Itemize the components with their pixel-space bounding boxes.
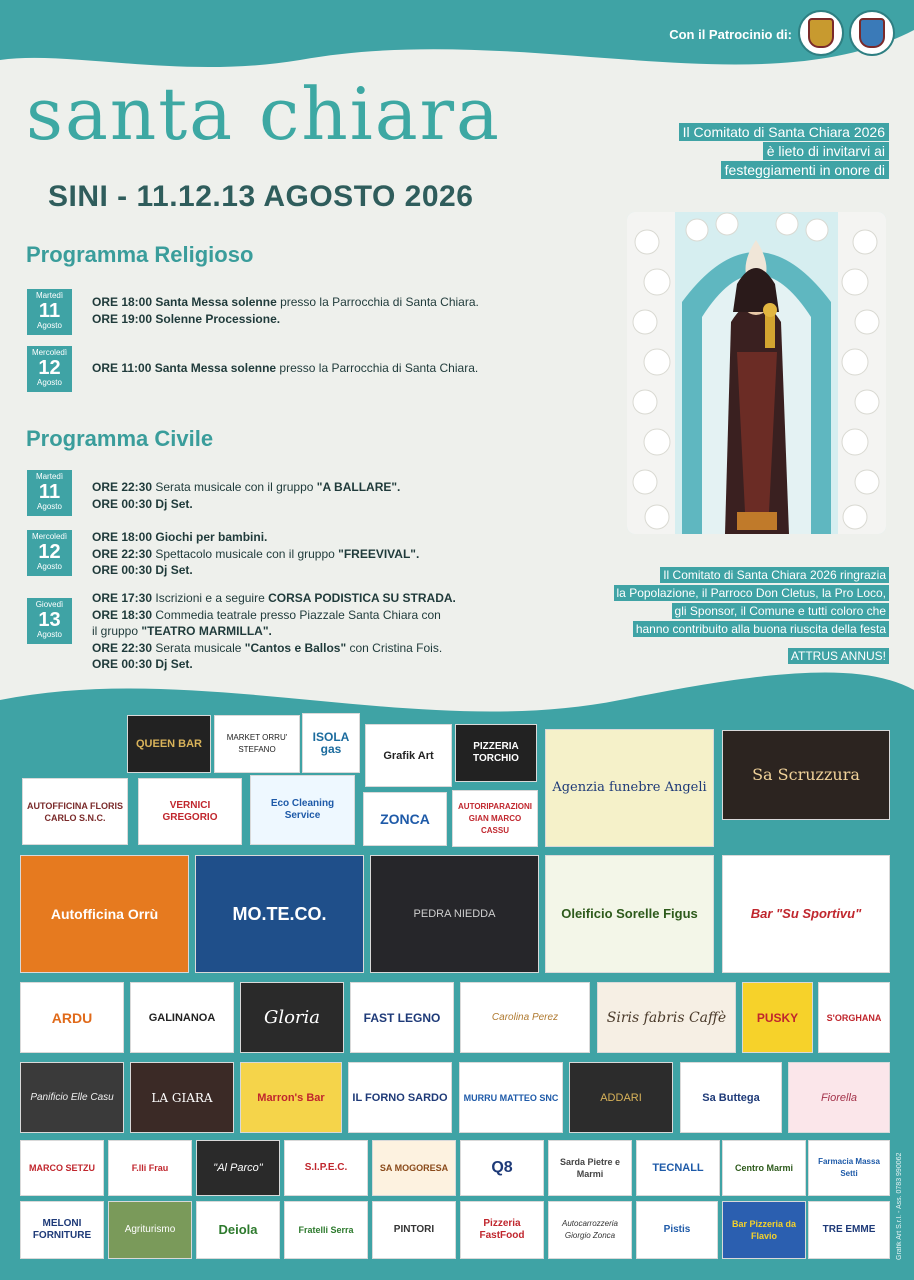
event-line: ORE 22:30 Spettacolo musicale con il gruppo "FREEVIVAL".: [92, 546, 420, 561]
sponsor-ad: Sarda Pietre e Marmi: [548, 1140, 632, 1196]
comune-seal-icon: [798, 10, 844, 56]
sponsor-ad: LA GIARA: [130, 1062, 234, 1133]
sponsor-ad: IL FORNO SARDO: [348, 1062, 452, 1133]
event-line: ORE 00:30 Dj Set.: [92, 657, 193, 671]
event-list: [92, 360, 478, 377]
patronage-label: Con il Patrocinio di:: [669, 27, 792, 42]
thanks-line: gli Sponsor, il Comune e tutti coloro che: [672, 603, 889, 619]
sponsor-ad: S'ORGHANA: [818, 982, 890, 1053]
sponsor-ad: Sa Scruzzura: [722, 730, 890, 820]
sponsor-ad: Agenzia funebre Angeli: [545, 729, 714, 847]
sponsor-ad: PINTORI: [372, 1201, 456, 1259]
sponsor-ad: Carolina Perez: [460, 982, 590, 1053]
date-month: Agosto: [37, 562, 62, 571]
sponsor-ad: Grafik Art: [365, 724, 452, 787]
sponsor-ad: Deiola: [196, 1201, 280, 1259]
date-day: 11: [38, 481, 61, 503]
event-list: [92, 479, 400, 512]
event-line: ORE 18:00 Giochi per bambini.: [92, 530, 268, 544]
event-list: [92, 294, 479, 327]
sponsor-ad: MO.TE.CO.: [195, 855, 364, 973]
sponsor-ad: "Al Parco": [196, 1140, 280, 1196]
sponsor-ad: S.I.P.E.C.: [284, 1140, 368, 1196]
event-line: ORE 22:30 Serata musicale "Cantos e Ballos" con Cristina Fois.: [92, 640, 443, 655]
sponsor-ad: Q8: [460, 1140, 544, 1196]
sponsor-ad: Autofficina Orrù: [20, 855, 189, 973]
sponsor-ad: ISOLA gas: [302, 713, 360, 773]
religious-program-heading: Programma Religioso: [26, 242, 254, 267]
sponsor-ad: Bar Pizzeria da Flavio: [722, 1201, 806, 1259]
sponsor-ad: Agriturismo: [108, 1201, 192, 1259]
event-list: [92, 529, 419, 579]
sponsor-ad: MURRU MATTEO SNC: [459, 1062, 563, 1133]
sponsor-ad: PIZZERIA TORCHIO: [455, 724, 537, 782]
sponsor-ad: ARDU: [20, 982, 124, 1053]
date-month: Agosto: [37, 321, 62, 330]
sponsor-ad: QUEEN BAR: [127, 715, 211, 773]
sponsor-ad: FAST LEGNO: [350, 982, 454, 1053]
event-line: il gruppo "TEATRO MARMILLA".: [92, 624, 272, 638]
intro-line: festeggiamenti in onore di: [721, 161, 889, 179]
sponsor-ad: GALINANOA: [130, 982, 234, 1053]
sponsor-ad: Panificio Elle Casu: [20, 1062, 124, 1133]
event-line: ORE 18:30 Commedia teatrale presso Piazzale Santa Chiara con: [92, 607, 441, 622]
sponsor-ad: PUSKY: [742, 982, 813, 1053]
date-weekday: Mercoledì: [31, 532, 68, 541]
thanks-text: [569, 566, 889, 665]
event-line: ORE 00:30 Dj Set.: [92, 496, 193, 511]
event-list: [92, 590, 456, 673]
printer-credit: Grafik Art S.r.l. - Ass. 0783 990062: [896, 1152, 903, 1260]
sponsor-ad: Sa Buttega: [680, 1062, 782, 1133]
sponsor-ad: PEDRA NIEDDA: [370, 855, 539, 973]
event-line: ORE 22:30 Serata musicale con il gruppo "A BALLARE".: [92, 480, 401, 494]
sponsor-ad: MARCO SETZU: [20, 1140, 104, 1196]
thanks-signoff: ATTRUS ANNUS!: [788, 648, 889, 664]
thanks-line: la Popolazione, il Parroco Don Cletus, la Pro Loco,: [614, 585, 889, 601]
event-line: ORE 18:00 Santa Messa solenne presso la Parrocchia di Santa Chiara.: [92, 295, 479, 309]
date-weekday: Martedì: [35, 291, 64, 300]
thanks-line: Il Comitato di Santa Chiara 2026 ringrazia: [660, 567, 889, 583]
date-badge: [27, 530, 72, 576]
date-month: Agosto: [37, 630, 62, 639]
sponsor-ad: Bar "Su Sportivu": [722, 855, 890, 973]
sponsor-ad: Eco Cleaning Service: [250, 775, 355, 845]
date-day: 12: [38, 541, 61, 563]
sponsor-ad: TECNALL: [636, 1140, 720, 1196]
sponsor-ad: AUTOFFICINA FLORIS CARLO S.N.C.: [22, 778, 128, 845]
date-badge: [27, 470, 72, 516]
date-month: Agosto: [37, 502, 62, 511]
sponsor-ad: ZONCA: [363, 792, 447, 846]
event-line: ORE 17:30 Iscrizioni e a seguire CORSA PODISTICA SU STRADA.: [92, 591, 456, 605]
page-title: santa chiara: [26, 72, 501, 156]
sponsor-ad: Centro Marmi: [722, 1140, 806, 1196]
date-day: 12: [38, 357, 61, 379]
date-weekday: Martedì: [35, 472, 64, 481]
date-day: 11: [38, 300, 61, 322]
sponsor-ad: MELONI FORNITURE: [20, 1201, 104, 1259]
sponsor-ad: Pizzeria FastFood: [460, 1201, 544, 1259]
date-badge: [27, 289, 72, 335]
date-day: 13: [38, 609, 61, 631]
sponsor-ad: Siris fabris Caffè: [597, 982, 736, 1053]
sponsor-ad: Pistis: [636, 1201, 718, 1259]
sponsor-ad: VERNICI GREGORIO: [138, 778, 242, 845]
pro-loco-seal-icon: [849, 10, 895, 56]
event-line: ORE 00:30 Dj Set.: [92, 563, 193, 577]
date-badge: [27, 346, 72, 392]
intro-text: [679, 123, 889, 180]
event-dates: SINI - 11.12.13 AGOSTO 2026: [48, 180, 474, 213]
sponsor-ad: MARKET ORRU' STEFANO: [214, 715, 300, 773]
sponsor-ad: ADDARI: [569, 1062, 673, 1133]
sponsor-ad: Oleificio Sorelle Figus: [545, 855, 714, 973]
sponsor-ad: AUTORIPARAZIONI GIAN MARCO CASSU: [452, 790, 538, 847]
thanks-line: hanno contribuito alla buona riuscita della festa: [633, 621, 889, 637]
sponsor-ad: Fiorella: [788, 1062, 890, 1133]
date-month: Agosto: [37, 378, 62, 387]
intro-line: Il Comitato di Santa Chiara 2026: [679, 123, 889, 141]
sponsor-ad: Fratelli Serra: [284, 1201, 368, 1259]
date-badge: [27, 598, 72, 644]
sponsor-ad: Marron's Bar: [240, 1062, 342, 1133]
sponsor-ad: SA MOGORESA: [372, 1140, 456, 1196]
sponsor-ad: TRE EMME: [808, 1201, 890, 1259]
sponsor-ad: F.lli Frau: [108, 1140, 192, 1196]
sponsor-ad: Farmacia Massa Setti: [808, 1140, 890, 1196]
date-weekday: Giovedì: [35, 600, 64, 609]
sponsor-ad: Autocarrozzeria Giorgio Zonca: [548, 1201, 632, 1259]
event-line: ORE 11:00 Santa Messa solenne presso la Parrocchia di Santa Chiara.: [92, 361, 479, 375]
date-weekday: Mercoledì: [31, 348, 68, 357]
saint-statue-photo: [627, 212, 886, 534]
event-line: ORE 19:00 Solenne Processione.: [92, 311, 281, 326]
sponsor-ad: Gloria: [240, 982, 344, 1053]
civil-program-heading: Programma Civile: [26, 426, 214, 451]
intro-line: è lieto di invitarvi ai: [763, 142, 889, 160]
